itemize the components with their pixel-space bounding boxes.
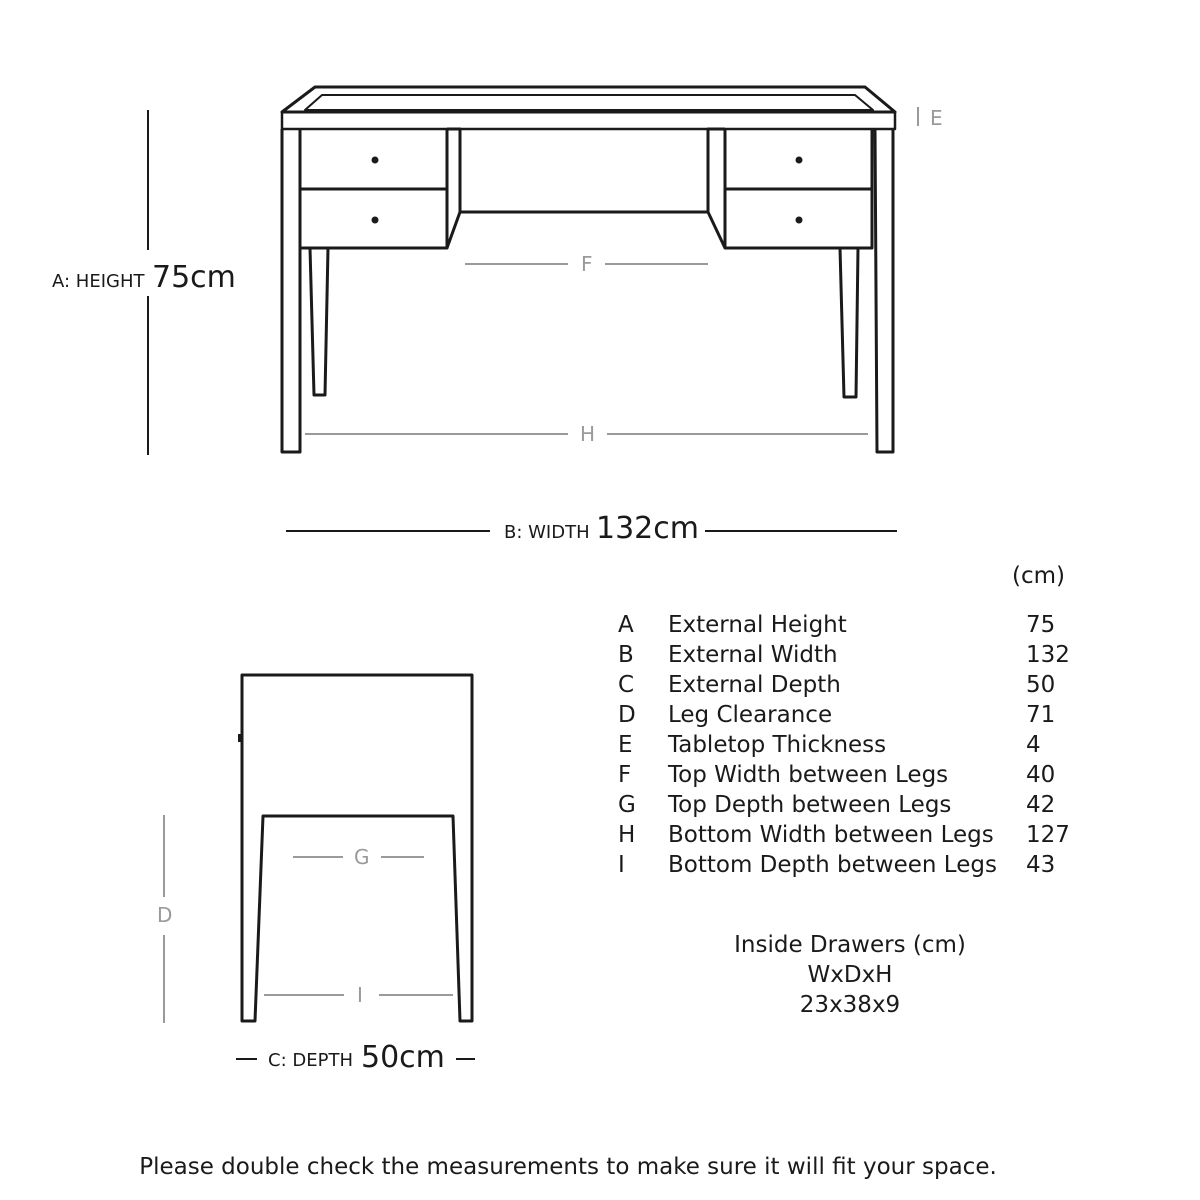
- spec-key: A: [618, 612, 634, 638]
- spec-value: 50: [1026, 672, 1056, 698]
- spec-row: [618, 670, 1086, 700]
- spec-value: 40: [1026, 762, 1056, 788]
- side-knob: [238, 734, 242, 742]
- width-label: B: WIDTH: [504, 522, 590, 543]
- spec-value: 42: [1026, 792, 1056, 818]
- spec-key: B: [618, 642, 634, 668]
- spec-row: [618, 790, 1086, 820]
- g-marker: G: [354, 845, 370, 869]
- tabletop-inset: [305, 95, 873, 110]
- f-marker: F: [581, 252, 593, 276]
- d-marker: D: [157, 903, 173, 927]
- leg-back-right: [840, 248, 858, 397]
- unit-label: (cm): [1012, 563, 1065, 589]
- depth-label: C: DEPTH: [268, 1050, 353, 1071]
- spec-value: 4: [1026, 732, 1041, 758]
- spec-value: 43: [1026, 852, 1056, 878]
- spec-value: 127: [1026, 822, 1070, 848]
- leg-front-right: [875, 129, 893, 452]
- spec-key: C: [618, 672, 635, 698]
- inside-drawers-block: [700, 930, 1000, 1020]
- leg-front-left: [282, 129, 300, 452]
- leg-back-left: [310, 248, 328, 395]
- spec-key: F: [618, 762, 632, 788]
- e-marker: E: [930, 106, 943, 130]
- drawers-format: WxDxH: [807, 962, 893, 988]
- spec-name: External Width: [668, 642, 838, 668]
- width-value: 132cm: [596, 511, 699, 546]
- drawer-side-right: [708, 129, 725, 248]
- spec-name: External Height: [668, 612, 847, 638]
- spec-value: 132: [1026, 642, 1070, 668]
- tabletop-edge: [282, 112, 895, 129]
- drawers-title: Inside Drawers (cm): [734, 932, 966, 958]
- h-marker: H: [580, 422, 596, 446]
- tabletop-top-face: [282, 87, 895, 112]
- spec-key: G: [618, 792, 636, 818]
- spec-row: [618, 730, 1086, 760]
- spec-name: Bottom Width between Legs: [668, 822, 994, 848]
- spec-row: [618, 760, 1086, 790]
- spec-key: E: [618, 732, 633, 758]
- spec-name: Bottom Depth between Legs: [668, 852, 997, 878]
- spec-value: 75: [1026, 612, 1056, 638]
- i-marker: I: [357, 983, 363, 1007]
- spec-table: [618, 610, 1086, 880]
- knob-left-bottom: [372, 217, 379, 224]
- spec-name: Leg Clearance: [668, 702, 833, 728]
- spec-name: Top Width between Legs: [668, 762, 949, 788]
- drawers-value: 23x38x9: [799, 992, 901, 1018]
- knob-right-bottom: [796, 217, 803, 224]
- spec-key: H: [618, 822, 636, 848]
- spec-row: [618, 850, 1086, 880]
- height-value: 75cm: [152, 260, 236, 295]
- depth-value: 50cm: [361, 1040, 445, 1075]
- spec-row: [618, 640, 1086, 670]
- knob-left-top: [372, 157, 379, 164]
- spec-name: External Depth: [668, 672, 841, 698]
- spec-value: 71: [1026, 702, 1056, 728]
- height-label: A: HEIGHT: [52, 271, 145, 292]
- spec-name: Top Depth between Legs: [668, 792, 952, 818]
- drawer-side-left: [447, 129, 460, 248]
- footer-note: Please double check the measurements to make sure it will fit your space.: [139, 1154, 997, 1180]
- spec-key: I: [618, 852, 625, 878]
- spec-key: D: [618, 702, 636, 728]
- knob-right-top: [796, 157, 803, 164]
- spec-name: Tabletop Thickness: [668, 732, 887, 758]
- spec-row: [618, 700, 1086, 730]
- spec-row: [618, 820, 1086, 850]
- spec-row: [618, 610, 1086, 640]
